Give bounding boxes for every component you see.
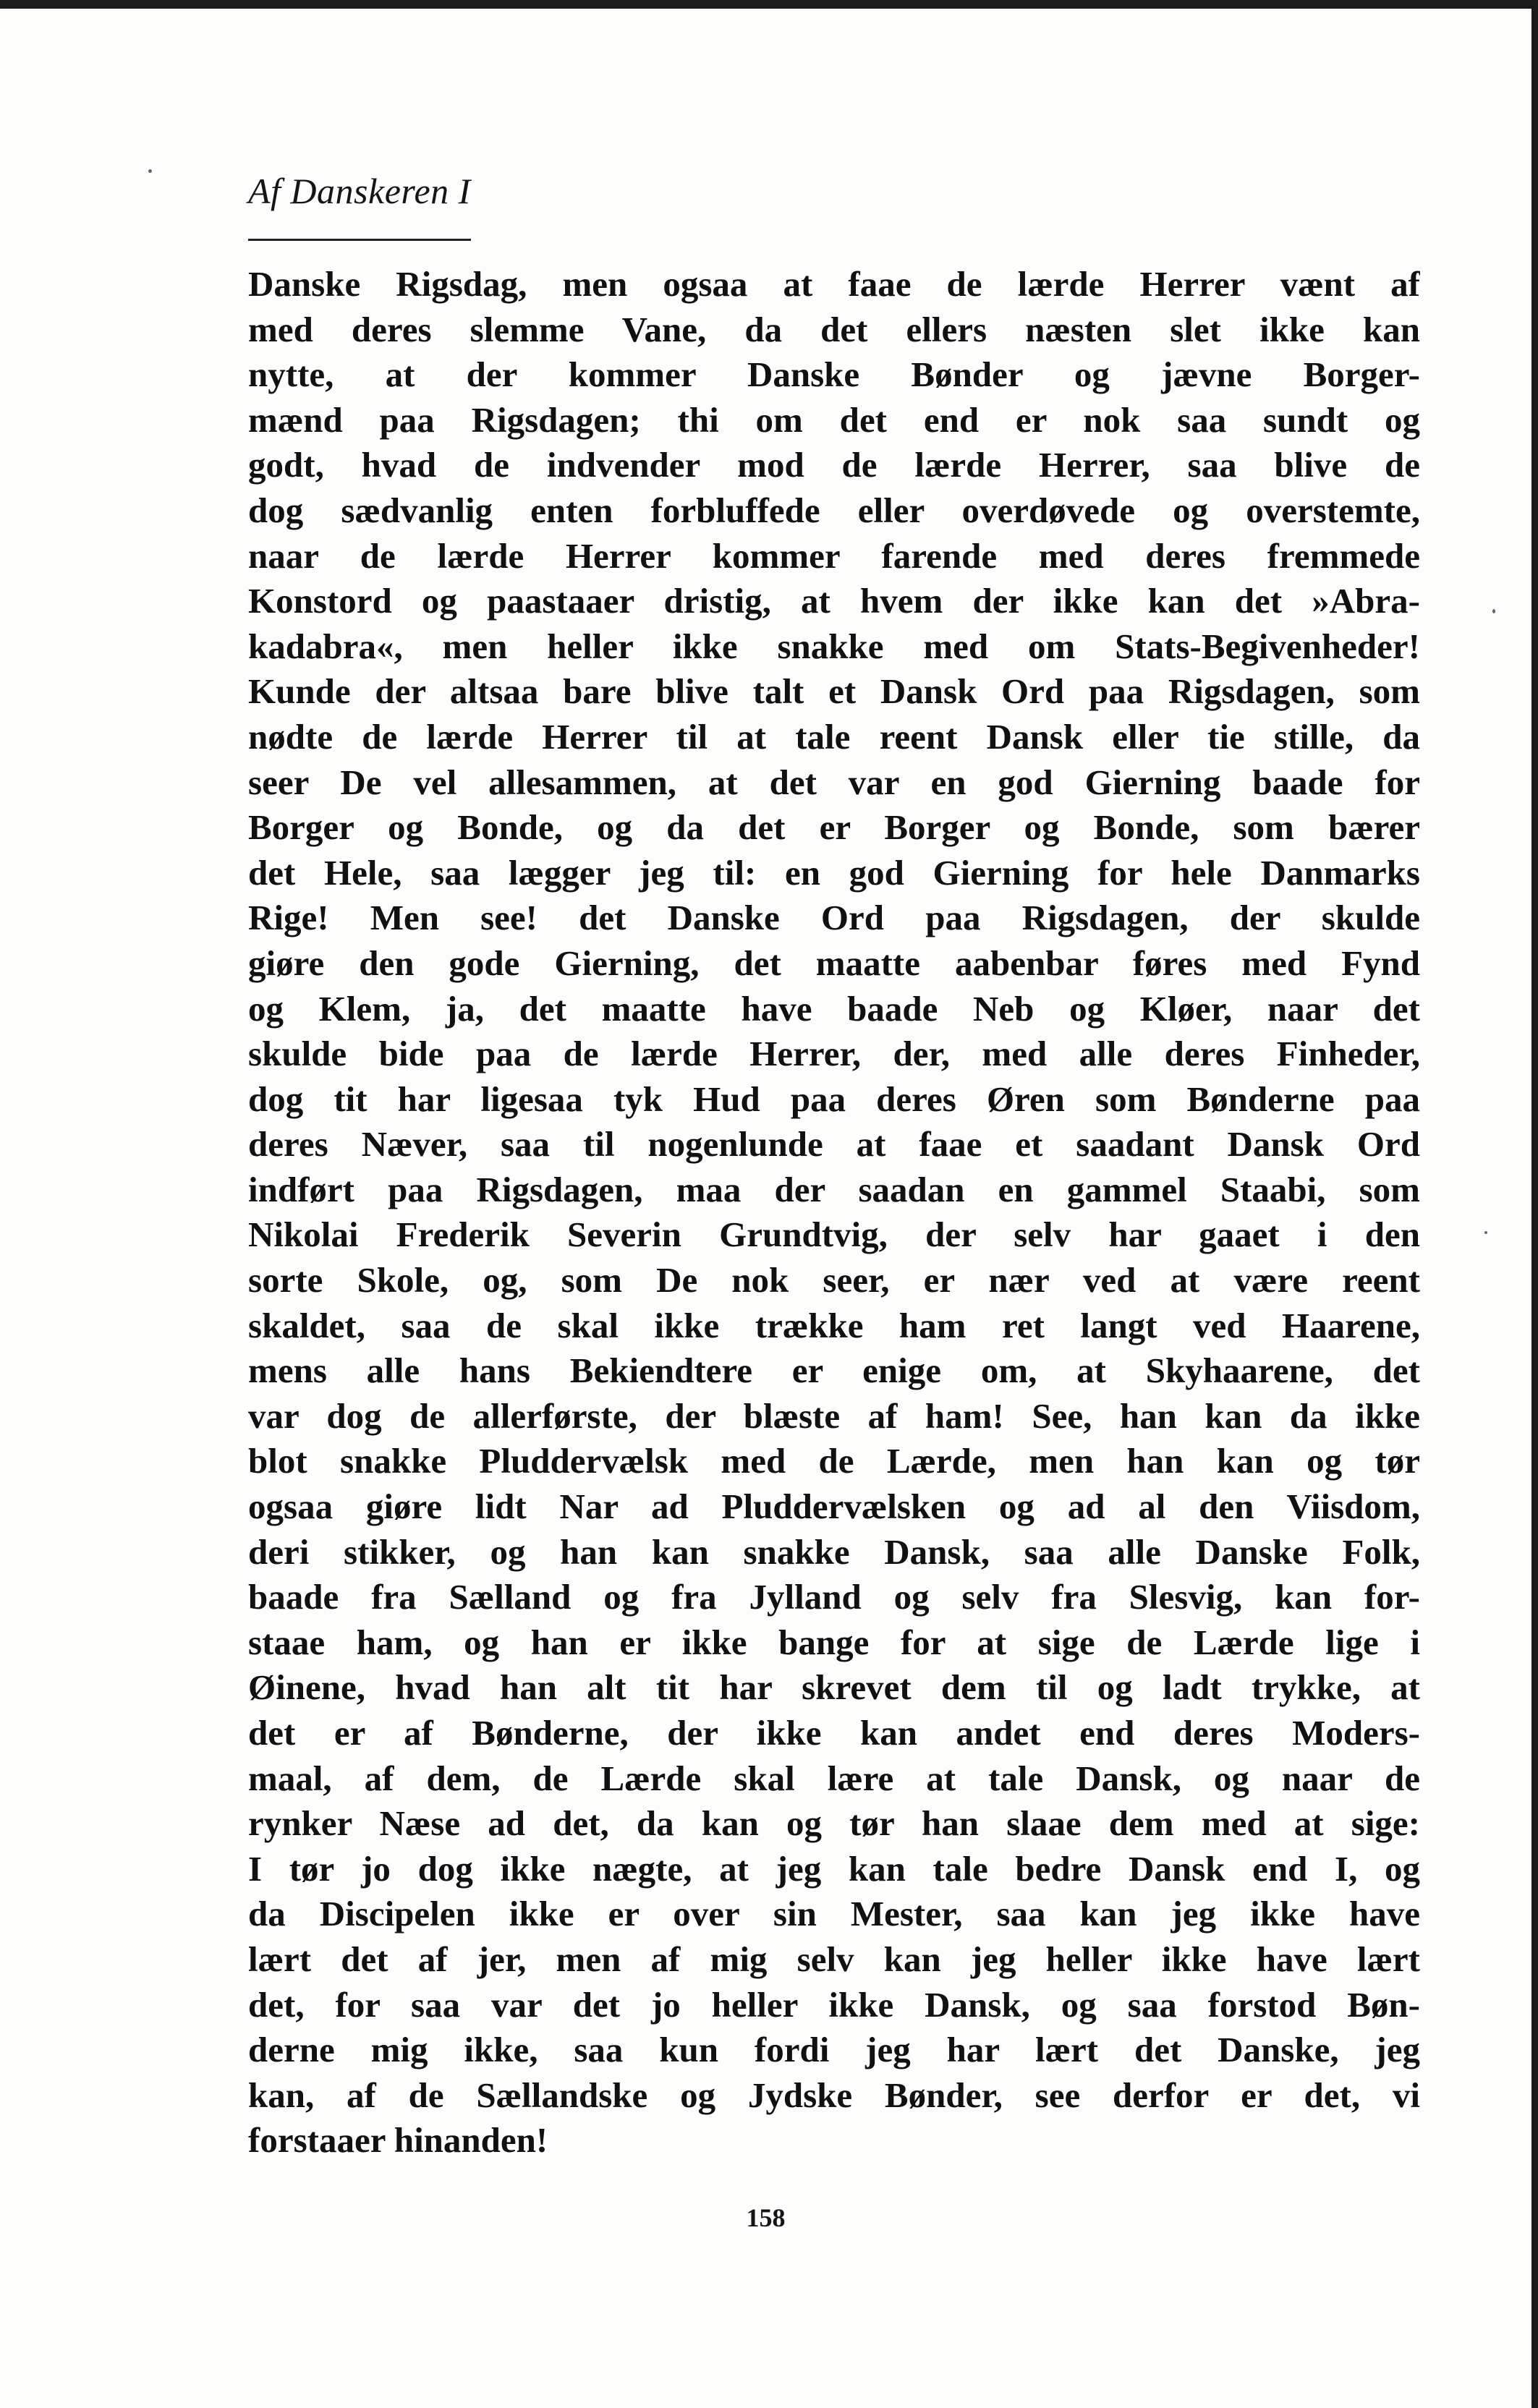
- text-line: og Klem, ja, det maatte have baade Neb og Kløer, naar det: [248, 988, 1420, 1029]
- text-line: skulde bide paa de lærde Herrer, der, med alle deres Finheder,: [248, 1034, 1420, 1074]
- scan-right-edge: [1531, 0, 1538, 2408]
- text-line: rynker Næse ad det, da kan og tør han slaae dem med at sige:: [248, 1803, 1420, 1844]
- text-line: da Discipelen ikke er over sin Mester, saa kan jeg ikke have: [248, 1894, 1420, 1934]
- text-line: nytte, at der kommer Danske Bønder og jævne Borger-: [248, 354, 1420, 395]
- text-line: Borger og Bonde, og da det er Borger og Bonde, som bærer: [248, 807, 1420, 848]
- text-line: seer De vel allesammen, at det var en god Gierning baade for: [248, 762, 1420, 802]
- text-line: Rige! Men see! det Danske Ord paa Rigsdagen, der skulde: [248, 898, 1420, 938]
- text-line: ogsaa giøre lidt Nar ad Pluddervælsken og ad al den Viisdom,: [248, 1486, 1420, 1527]
- scan-speck: [1492, 609, 1495, 613]
- text-line: var dog de allerførste, der blæste af ham! See, han kan da ikke: [248, 1395, 1420, 1436]
- text-line: deri stikker, og han kan snakke Dansk, saa alle Danske Folk,: [248, 1531, 1420, 1572]
- text-line: Kunde der altsaa bare blive talt et Dansk Ord paa Rigsdagen, som: [248, 671, 1420, 712]
- text-line: staae ham, og han er ikke bange for at sige de Lærde lige i: [248, 1622, 1420, 1662]
- body-text: [248, 262, 1420, 2164]
- text-line: I tør jo dog ikke nægte, at jeg kan tale bedre Dansk end I, og: [248, 1848, 1420, 1889]
- text-line: med deres slemme Vane, da det ellers næsten slet ikke kan: [248, 309, 1420, 349]
- text-line: kan, af de Sællandske og Jydske Bønder, see derfor er det, vi: [248, 2075, 1420, 2115]
- text-line: sorte Skole, og, som De nok seer, er nær ved at være reent: [248, 1260, 1420, 1301]
- scan-top-edge: [0, 0, 1538, 9]
- text-line: Nikolai Frederik Severin Grundtvig, der selv har gaaet i den: [248, 1214, 1420, 1255]
- text-line: derne mig ikke, saa kun fordi jeg har lært det Danske, jeg: [248, 2030, 1420, 2070]
- book-page: [0, 9, 1531, 2408]
- text-line: dog tit har ligesaa tyk Hud paa deres Øren som Bønderne paa: [248, 1079, 1420, 1119]
- text-line-last: forstaaer hinanden!: [248, 2120, 548, 2161]
- text-line: Øinene, hvad han alt tit har skrevet dem til og ladt trykke, at: [248, 1667, 1420, 1708]
- text-line: nødte de lærde Herrer til at tale reent Dansk eller tie stille, da: [248, 716, 1420, 757]
- text-line: naar de lærde Herrer kommer farende med deres fremmede: [248, 535, 1420, 576]
- running-head: Af Danskeren I: [248, 171, 471, 211]
- text-line: indført paa Rigsdagen, maa der saadan en gammel Staabi, som: [248, 1169, 1420, 1209]
- text-line: det, for saa var det jo heller ikke Dansk, og saa forstod Bøn-: [248, 1984, 1420, 2025]
- page-number: 158: [746, 2203, 786, 2232]
- text-line: dog sædvanlig enten forbluffede eller overdøvede og overstemte,: [248, 490, 1420, 530]
- text-line: giøre den gode Gierning, det maatte aabenbar føres med Fynd: [248, 943, 1420, 983]
- text-line: det er af Bønderne, der ikke kan andet end deres Moders-: [248, 1713, 1420, 1753]
- text-line: skaldet, saa de skal ikke trække ham ret langt ved Haarene,: [248, 1305, 1420, 1345]
- text-line: maal, af dem, de Lærde skal lære at tale Dansk, og naar de: [248, 1758, 1420, 1798]
- text-line: lært det af jer, men af mig selv kan jeg heller ikke have lært: [248, 1939, 1420, 1979]
- text-line: kadabra«, men heller ikke snakke med om Stats-Begivenheder!: [248, 626, 1420, 666]
- text-line: Danske Rigsdag, men ogsaa at faae de lærde Herrer vænt af: [248, 264, 1420, 304]
- text-line: baade fra Sælland og fra Jylland og selv fra Slesvig, kan for-: [248, 1577, 1420, 1617]
- text-line: blot snakke Pluddervælsk med de Lærde, men han kan og tør: [248, 1441, 1420, 1481]
- text-line: deres Næver, saa til nogenlunde at faae et saadant Dansk Ord: [248, 1124, 1420, 1165]
- text-line: Konstord og paastaaer dristig, at hvem der ikke kan det »Abra-: [248, 581, 1420, 621]
- text-line: mænd paa Rigsdagen; thi om det end er nok saa sundt og: [248, 399, 1420, 440]
- text-line: mens alle hans Bekiendtere er enige om, at Skyhaarene, det: [248, 1350, 1420, 1391]
- running-head-rule: [248, 239, 471, 241]
- text-line: det Hele, saa lægger jeg til: en god Gierning for hele Danmarks: [248, 852, 1420, 893]
- scan-speck: [1484, 1231, 1487, 1234]
- text-line: godt, hvad de indvender mod de lærde Herrer, saa blive de: [248, 445, 1420, 485]
- scan-speck: [148, 169, 152, 173]
